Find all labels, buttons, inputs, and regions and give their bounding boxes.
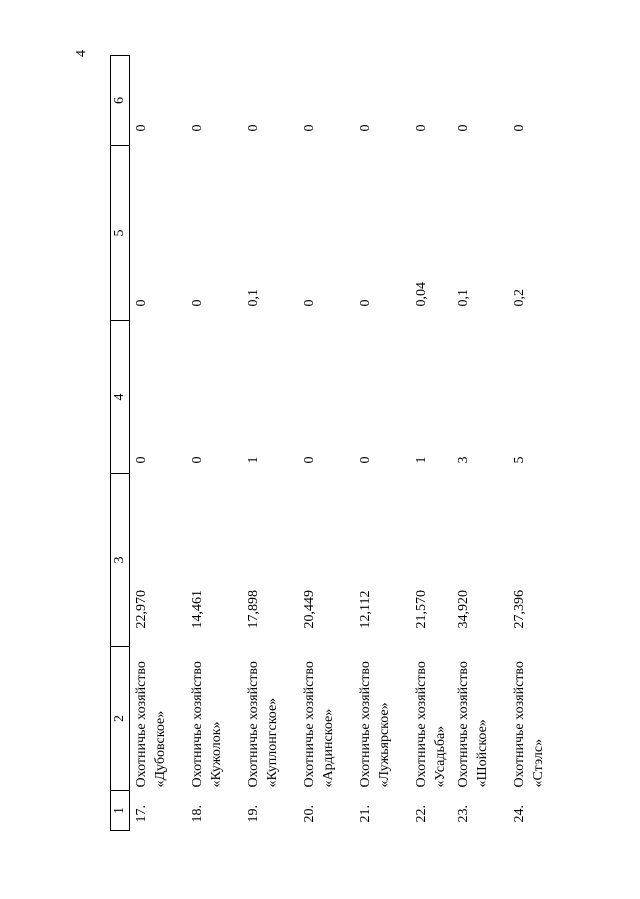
row-col6: 0 bbox=[357, 124, 373, 132]
header-row bbox=[111, 56, 130, 831]
row-area: 22,970 bbox=[134, 590, 149, 629]
row-area: 17,898 bbox=[245, 590, 261, 629]
row-col5: 0,1 bbox=[455, 289, 471, 307]
table-row bbox=[354, 56, 410, 831]
row-col5: 0,04 bbox=[413, 282, 429, 307]
row-name: Охотничье хозяйство «Кужолок» bbox=[189, 661, 224, 788]
row-col6: 0 bbox=[413, 124, 429, 132]
row-area: 20,449 bbox=[301, 590, 317, 629]
column-header: 1 bbox=[111, 791, 130, 831]
row-index: 18. bbox=[189, 805, 205, 823]
row-col4: 5 bbox=[511, 456, 527, 464]
table-row bbox=[410, 56, 452, 831]
table-row bbox=[298, 56, 354, 831]
row-col4: 3 bbox=[455, 456, 471, 464]
table-row bbox=[186, 56, 242, 831]
column-header: 4 bbox=[111, 321, 130, 474]
row-col5: 0,2 bbox=[511, 289, 527, 307]
row-area: 12,112 bbox=[357, 590, 373, 629]
row-area: 27,396 bbox=[511, 590, 527, 629]
row-col6: 0 bbox=[455, 124, 471, 132]
row-index: 23. bbox=[455, 805, 471, 823]
page-number: 4 bbox=[74, 50, 89, 57]
row-name: Охотничье хозяйство «Дубовское» bbox=[134, 661, 168, 788]
row-col6: 0 bbox=[245, 124, 261, 132]
column-header: 3 bbox=[111, 474, 130, 647]
row-area: 21,570 bbox=[413, 590, 429, 629]
row-col6: 0 bbox=[511, 124, 527, 132]
row-name: Охотничье хозяйство «Лужьярское» bbox=[357, 661, 392, 788]
data-table bbox=[110, 55, 550, 831]
row-col4: 1 bbox=[413, 456, 429, 464]
row-col5: 0 bbox=[189, 299, 205, 307]
table-row bbox=[508, 56, 550, 831]
row-area: 34,920 bbox=[455, 590, 471, 629]
row-col4: 0 bbox=[301, 456, 317, 464]
row-index: 24. bbox=[511, 805, 527, 823]
row-col4: 1 bbox=[245, 456, 261, 464]
row-col4: 0 bbox=[134, 456, 149, 464]
row-index: 22. bbox=[413, 805, 429, 823]
row-index: 17. bbox=[134, 805, 149, 823]
row-name: Охотничье хозяйство «Шойское» bbox=[455, 661, 490, 788]
column-header: 6 bbox=[111, 56, 130, 146]
row-index: 19. bbox=[245, 805, 261, 823]
row-name: Охотничье хозяйство «Усадьба» bbox=[413, 661, 448, 788]
column-header: 5 bbox=[111, 146, 130, 321]
row-col6: 0 bbox=[189, 124, 205, 132]
row-name: Охотничье хозяйство «Ардинское» bbox=[301, 661, 336, 788]
row-index: 21. bbox=[357, 805, 373, 823]
row-name: Охотничье хозяйство «Стэлс» bbox=[511, 661, 546, 788]
row-area: 14,461 bbox=[189, 590, 205, 629]
row-col5: 0 bbox=[134, 299, 149, 307]
row-col6: 0 bbox=[134, 124, 149, 132]
table-row bbox=[452, 56, 508, 831]
row-col4: 0 bbox=[357, 456, 373, 464]
table-row bbox=[130, 56, 186, 831]
table-row bbox=[242, 56, 298, 831]
row-col6: 0 bbox=[301, 124, 317, 132]
row-col5: 0,1 bbox=[245, 289, 261, 307]
row-col5: 0 bbox=[357, 299, 373, 307]
row-col4: 0 bbox=[189, 456, 205, 464]
row-index: 20. bbox=[301, 805, 317, 823]
row-name: Охотничье хозяйство «Куплонгское» bbox=[245, 661, 280, 788]
rotated-table-container bbox=[110, 56, 550, 831]
column-header: 2 bbox=[111, 647, 130, 791]
row-col5: 0 bbox=[301, 299, 317, 307]
